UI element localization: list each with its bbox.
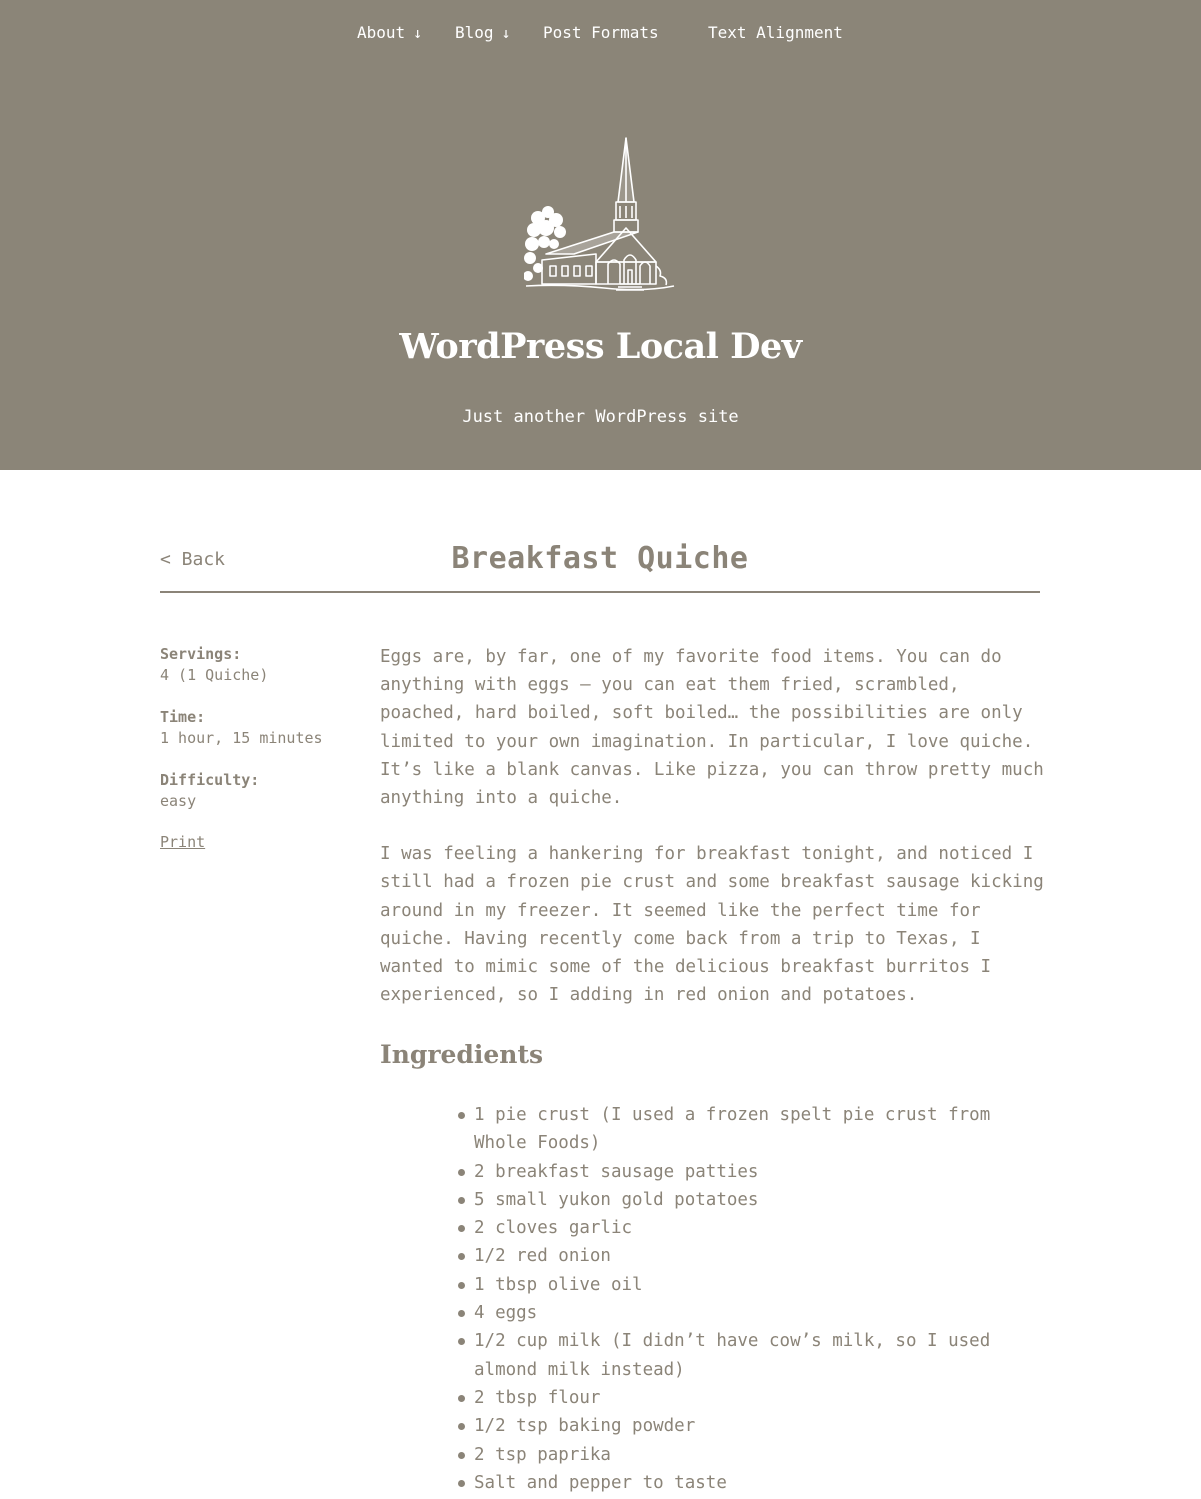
list-item: 2 breakfast sausage patties bbox=[456, 1158, 1016, 1186]
recipe-meta bbox=[160, 644, 360, 853]
difficulty-value: easy bbox=[160, 792, 197, 810]
nav-item-post-formats[interactable] bbox=[543, 22, 659, 44]
list-item: 1 pie crust (I used a frozen spelt pie crust from Whole Foods) bbox=[456, 1101, 1016, 1158]
difficulty-label: Difficulty: bbox=[160, 771, 260, 789]
list-item: 1/2 cup milk (I didn’t have cow’s milk, so I used almond milk instead) bbox=[456, 1327, 1016, 1384]
site-header bbox=[0, 0, 1201, 470]
nav-item-label: Post Formats bbox=[543, 23, 659, 42]
ingredients-list bbox=[456, 1101, 1016, 1497]
list-item: 5 small yukon gold potatoes bbox=[456, 1186, 1016, 1214]
time-label: Time: bbox=[160, 708, 206, 726]
paragraph: Eggs are, by far, one of my favorite food items. You can do anything with eggs – you can eat them fried, scrambled, poached, hard boiled, soft boiled… the possibilities are only limited to your own imagination. In particular, I love quiche. It’s like a blank canvas. Like pizza, you can throw pretty much anything into a quiche. bbox=[380, 647, 1044, 809]
list-item: 1/2 tsp baking powder bbox=[456, 1412, 1016, 1440]
list-item: 2 cloves garlic bbox=[456, 1214, 1016, 1242]
nav-item-label: Blog bbox=[455, 23, 494, 42]
list-item: 1 tbsp olive oil bbox=[456, 1271, 1016, 1299]
title-divider bbox=[160, 591, 1040, 593]
ingredients-heading: Ingredients bbox=[380, 1040, 544, 1069]
nav-item-blog[interactable] bbox=[455, 22, 511, 44]
site-title[interactable]: WordPress Local Dev bbox=[399, 326, 802, 367]
print-link[interactable]: Print bbox=[160, 833, 206, 851]
arrow-down-icon: ↓ bbox=[413, 24, 423, 42]
back-link[interactable]: < Back bbox=[160, 549, 226, 570]
primary-nav bbox=[0, 22, 1201, 46]
site-tagline: Just another WordPress site bbox=[462, 407, 739, 427]
time-value: 1 hour, 15 minutes bbox=[160, 729, 323, 747]
recipe-description bbox=[380, 643, 1050, 1037]
church-illustration-icon[interactable] bbox=[524, 136, 676, 292]
list-item: 2 tsp paprika bbox=[456, 1441, 1016, 1469]
arrow-down-icon: ↓ bbox=[501, 24, 511, 42]
recipe-title: Breakfast Quiche bbox=[451, 541, 749, 576]
nav-item-label: About bbox=[357, 23, 406, 42]
nav-item-label: Text Alignment bbox=[708, 23, 843, 42]
list-item: Salt and pepper to taste bbox=[456, 1469, 1016, 1497]
list-item: 1/2 red onion bbox=[456, 1242, 1016, 1270]
list-item: 2 tbsp flour bbox=[456, 1384, 1016, 1412]
nav-item-about[interactable] bbox=[357, 22, 422, 44]
nav-item-text-alignment[interactable] bbox=[708, 22, 843, 44]
servings-value: 4 (1 Quiche) bbox=[160, 666, 269, 684]
servings-label: Servings: bbox=[160, 645, 242, 663]
paragraph: I was feeling a hankering for breakfast tonight, and noticed I still had a frozen pie crust and some breakfast sausage kicking around in my freezer. It seemed like the perfect time for quiche. Having recently come back from a trip to Texas, I wanted to mimic some of the delicious breakfast burritos I experienced, so I adding in red onion and potatoes. bbox=[380, 844, 1044, 1006]
list-item: 4 eggs bbox=[456, 1299, 1016, 1327]
